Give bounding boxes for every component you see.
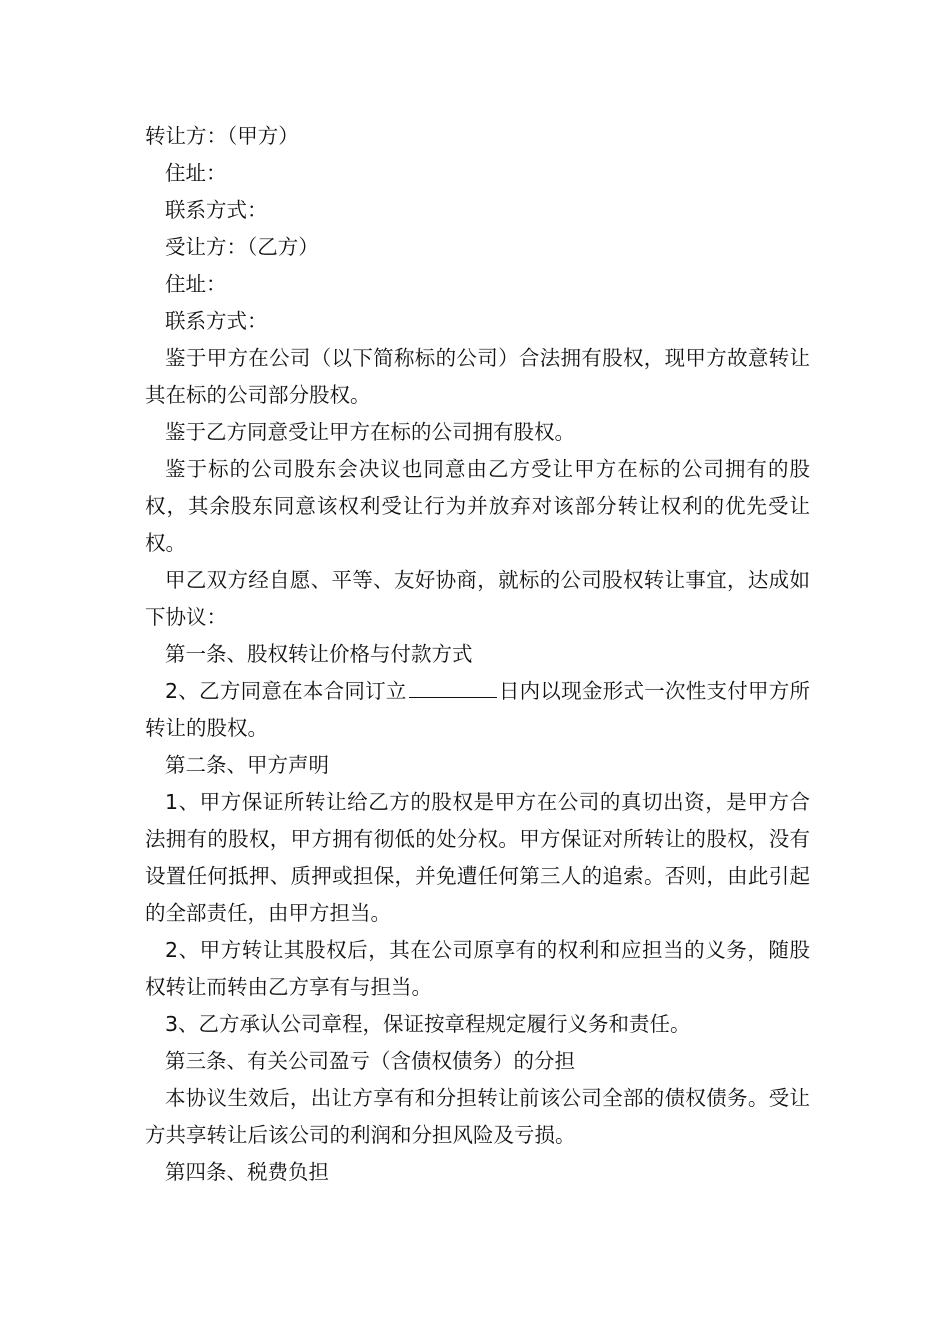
transferee-address-line: 住址： bbox=[165, 272, 227, 296]
transferee-contact-line: 联系方式： bbox=[165, 309, 268, 333]
article-3-body: 本协议生效后，出让方享有和分担转让前该公司全部的债权债务。受让方共享转让后该公司的利润和分担风险及亏损。 bbox=[145, 1086, 810, 1147]
transferor-contact-line: 联系方式： bbox=[165, 198, 268, 222]
article-4-heading: 第四条、税费负担 bbox=[165, 1160, 329, 1184]
recital-2: 鉴于乙方同意受让甲方在标的公司拥有股权。 bbox=[165, 420, 575, 444]
article-1-heading: 第一条、股权转让价格与付款方式 bbox=[165, 642, 473, 666]
article-2-clause-1: 1、甲方保证所转让给乙方的股权是甲方在公司的真切出资，是甲方合法拥有的股权，甲方拥有彻低的处分权。甲方保证对所转让的股权，没有设置任何抵押、质押或担保，并免遭任何第三人的追索。否则，由此引起的全部责任，由甲方担当。 bbox=[145, 790, 810, 925]
article-1-clause-2 bbox=[145, 673, 810, 747]
article-2-heading: 第二条、甲方声明 bbox=[165, 753, 329, 777]
transferee-line: 受让方：（乙方） bbox=[165, 235, 319, 259]
transferor-address-line: 住址： bbox=[165, 161, 227, 185]
fill-in-blank bbox=[409, 677, 497, 698]
recital-3: 鉴于标的公司股东会决议也同意由乙方受让甲方在标的公司拥有的股权，其余股东同意该权利受让行为并放弃对该部分转让权利的优先受让权。 bbox=[145, 457, 810, 555]
transferor-line: 转让方：（甲方） bbox=[145, 124, 299, 148]
article-2-clause-2: 2、甲方转让其股权后，其在公司原享有的权利和应担当的义务，随股权转让而转由乙方享有与担当。 bbox=[145, 938, 810, 999]
clause-text-before-blank: 2、乙方同意在本合同订立 bbox=[165, 679, 407, 703]
article-2-clause-3: 3、乙方承认公司章程，保证按章程规定履行义务和责任。 bbox=[165, 1012, 691, 1036]
recital-1: 鉴于甲方在公司（以下简称标的公司）合法拥有股权，现甲方故意转让其在标的公司部分股权。 bbox=[145, 346, 810, 407]
clause-text-after-blank: 日内以现金形式一次性支付甲方所转让的股权。 bbox=[145, 679, 811, 740]
document-body bbox=[145, 118, 810, 1191]
recital-4: 甲乙双方经自愿、平等、友好协商，就标的公司股权转让事宜，达成如下协议： bbox=[145, 568, 810, 629]
article-3-heading: 第三条、有关公司盈亏（含债权债务）的分担 bbox=[165, 1049, 575, 1073]
